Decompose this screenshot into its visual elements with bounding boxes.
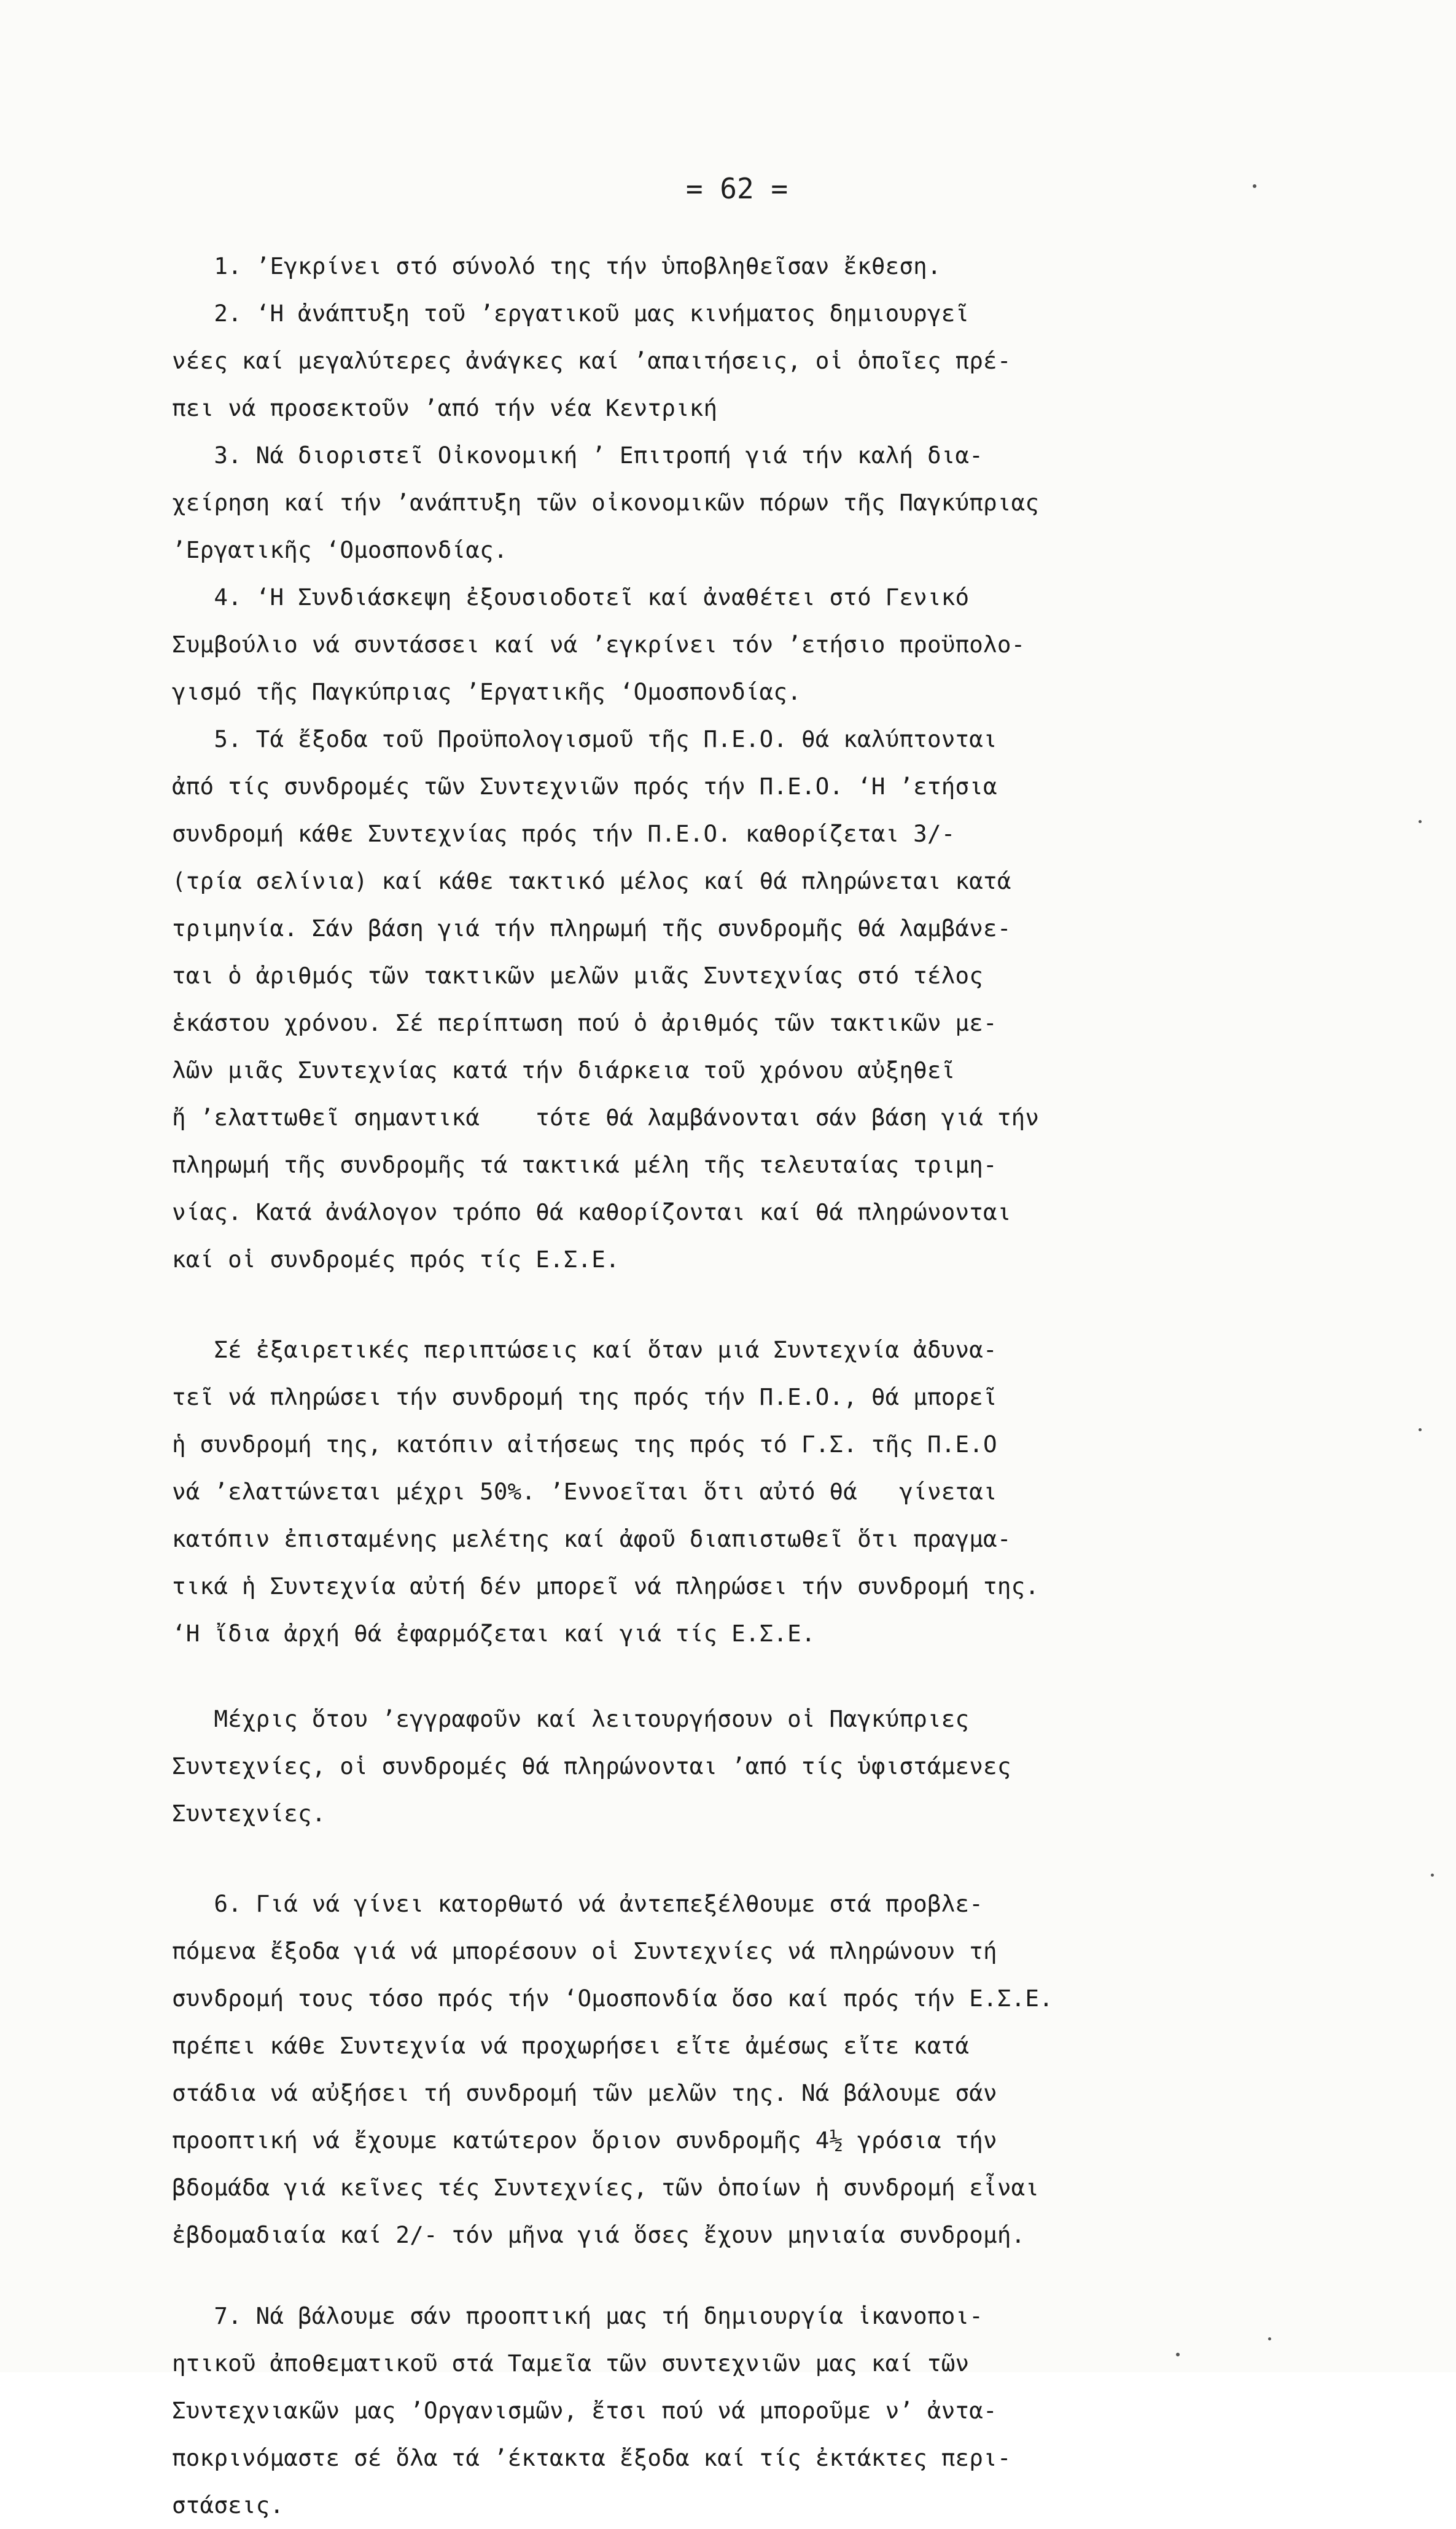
text-line: Συντεχνιακῶν μας ’Οργανισμῶν, ἔτσι πού νά μποροῦμε ν’ ἀντα- xyxy=(172,2397,997,2424)
text-line: κατόπιν ἐπισταμένης μελέτης καί ἀφοῦ διαπιστωθεῖ ὅτι πραγμα- xyxy=(172,1525,1011,1552)
text-line: ἀπό τίς συνδρομές τῶν Συντεχνιῶν πρός τήν Π.Ε.Ο. ‘Η ’ετήσια xyxy=(172,773,997,800)
text-line: νά ’ελαττώνεται μέχρι 50%. ’Εννοεῖται ὅτι αὐτό θά γίνεται xyxy=(172,1478,997,1505)
text-line: Συμβούλιο νά συντάσσει καί νά ’εγκρίνει τόν ’ετήσιο προϋπολο- xyxy=(172,631,1026,658)
text-line: Συντεχνίες. xyxy=(172,1800,326,1827)
text-line: 5. Τά ἔξοδα τοῦ Προϋπολογισμοῦ τῆς Π.Ε.Ο. θά καλύπτονται xyxy=(172,725,997,752)
text-line: ποκρινόμαστε σέ ὅλα τά ’έκτακτα ἔξοδα καί τίς ἐκτάκτες περι- xyxy=(172,2444,1011,2471)
text-line: πει νά προσεκτοῦν ’από τήν νέα Κεντρική xyxy=(172,394,718,421)
paragraph-gap xyxy=(172,1657,1345,1695)
text-line: 1. ’Εγκρίνει στό σύνολό της τήν ὑποβληθεῖσαν ἔκθεση. xyxy=(172,252,941,279)
paragraph-gap xyxy=(172,2259,1345,2293)
text-line: τεῖ νά πληρώσει τήν συνδρομή της πρός τήν Π.Ε.Ο., θά μπορεῖ xyxy=(172,1383,997,1410)
paragraph xyxy=(172,1326,1345,1657)
scan-speck xyxy=(1268,2337,1271,2340)
text-line: 4. ‘Η Συνδιάσκεψη ἐξουσιοδοτεῖ καί ἀναθέτει στό Γενικό xyxy=(172,584,970,611)
scan-speck xyxy=(1419,1428,1422,1431)
text-line: 7. Νά βάλουμε σάν προοπτική μας τή δημιουργία ἱκανοποι- xyxy=(172,2302,984,2329)
text-line: στάσεις. xyxy=(172,2492,284,2519)
text-line: στάδια νά αὐξήσει τή συνδρομή τῶν μελῶν της. Νά βάλουμε σάν xyxy=(172,2079,997,2106)
text-line: πρέπει κάθε Συντεχνία νά προχωρήσει εἴτε ἀμέσως εἴτε κατά xyxy=(172,2032,970,2059)
text-line: πληρωμή τῆς συνδρομῆς τά τακτικά μέλη τῆς τελευταίας τριμη- xyxy=(172,1151,997,1178)
text-line: 2. ‘Η ἀνάπτυξη τοῦ ’εργατικοῦ μας κινήματος δημιουργεῖ xyxy=(172,300,970,327)
text-line: ἐβδομαδιαία καί 2/- τόν μῆνα γιά ὅσες ἔχουν μηνιαία συνδρομή. xyxy=(172,2221,1026,2248)
scan-speck xyxy=(1176,2353,1180,2356)
body-text xyxy=(172,243,1345,2529)
text-line: 3. Νά διοριστεῖ Οἰκονομική ’ Επιτροπή γιά τήν καλή δια- xyxy=(172,442,984,469)
text-line: γισμό τῆς Παγκύπριας ’Εργατικῆς ‘Ομοσπονδίας. xyxy=(172,678,801,705)
text-line: συνδρομή κάθε Συντεχνίας πρός τήν Π.Ε.Ο. καθορίζεται 3/- xyxy=(172,820,956,847)
text-line: τικά ἡ Συντεχνία αὐτή δέν μπορεῖ νά πληρώσει τήν συνδρομή της. xyxy=(172,1573,1040,1600)
text-line: ‘Η ἴδια ἀρχή θά ἐφαρμόζεται καί γιά τίς Ε.Σ.Ε. xyxy=(172,1620,816,1647)
text-line: λῶν μιᾶς Συντεχνίας κατά τήν διάρκεια τοῦ χρόνου αὐξηθεῖ xyxy=(172,1057,956,1084)
text-line: (τρία σελίνια) καί κάθε τακτικό μέλος καί θά πληρώνεται κατά xyxy=(172,867,1011,894)
text-line: ’Εργατικῆς ‘Ομοσπονδίας. xyxy=(172,536,508,563)
text-line: νίας. Κατά ἀνάλογον τρόπο θά καθορίζονται καί θά πληρώνονται xyxy=(172,1198,1011,1225)
paragraph-gap xyxy=(172,1283,1345,1326)
text-line: συνδρομή τους τόσο πρός τήν ‘Ομοσπονδία ὅσο καί πρός τήν Ε.Σ.Ε. xyxy=(172,1985,1053,2012)
text-line: Μέχρις ὅτου ’εγγραφοῦν καί λειτουργήσουν οἱ Παγκύπριες xyxy=(172,1705,970,1732)
text-line: νέες καί μεγαλύτερες ἀνάγκες καί ’απαιτήσεις, οἱ ὁποῖες πρέ- xyxy=(172,347,1011,374)
text-line: ἑκάστου χρόνου. Σέ περίπτωση πού ὁ ἀριθμός τῶν τακτικῶν με- xyxy=(172,1009,997,1036)
paragraph xyxy=(172,243,1345,1283)
text-line: βδομάδα γιά κεῖνες τές Συντεχνίες, τῶν ὁποίων ἡ συνδρομή εἶναι xyxy=(172,2174,1040,2201)
page-number: = 62 = xyxy=(685,172,788,205)
text-line: Σέ ἐξαιρετικές περιπτώσεις καί ὅταν μιά Συντεχνία ἀδυνα- xyxy=(172,1336,997,1363)
scan-speck xyxy=(1431,1874,1434,1877)
scan-speck xyxy=(1253,184,1256,188)
paragraph xyxy=(172,1880,1345,2259)
text-line: ἡ συνδρομή της, κατόπιν αἰτήσεως της πρός τό Γ.Σ. τῆς Π.Ε.Ο xyxy=(172,1431,997,1458)
text-line: ἤ ’ελαττωθεῖ σημαντικά τότε θά λαμβάνονται σάν βάση γιά τήν xyxy=(172,1104,1040,1131)
scan-speck xyxy=(1419,820,1422,823)
paragraph xyxy=(172,2293,1345,2529)
text-line: τριμηνία. Σάν βάση γιά τήν πληρωμή τῆς συνδρομῆς θά λαμβάνε- xyxy=(172,915,1011,942)
text-line: χείρηση καί τήν ’ανάπτυξη τῶν οἰκονομικῶν πόρων τῆς Παγκύπριας xyxy=(172,489,1040,516)
text-line: 6. Γιά νά γίνει κατορθωτό νά ἀντεπεξέλθουμε στά προβλε- xyxy=(172,1890,984,1917)
text-line: πόμενα ἔξοδα γιά νά μπορέσουν οἱ Συντεχνίες νά πληρώνουν τή xyxy=(172,1937,997,1964)
paragraph-gap xyxy=(172,1837,1345,1880)
text-line: Συντεχνίες, οἱ συνδρομές θά πληρώνονται ’από τίς ὑφιστάμενες xyxy=(172,1753,1011,1780)
text-line: ται ὁ ἀριθμός τῶν τακτικῶν μελῶν μιᾶς Συντεχνίας στό τέλος xyxy=(172,962,984,989)
paragraph xyxy=(172,1695,1345,1837)
text-line: καί οἱ συνδρομές πρός τίς Ε.Σ.Ε. xyxy=(172,1246,620,1273)
text-line: ητικοῦ ἀποθεματικοῦ στά Ταμεῖα τῶν συντεχνιῶν μας καί τῶν xyxy=(172,2350,970,2377)
text-line: προοπτική νά ἔχουμε κατώτερον ὅριον συνδρομῆς 4½ γρόσια τήν xyxy=(172,2127,997,2154)
